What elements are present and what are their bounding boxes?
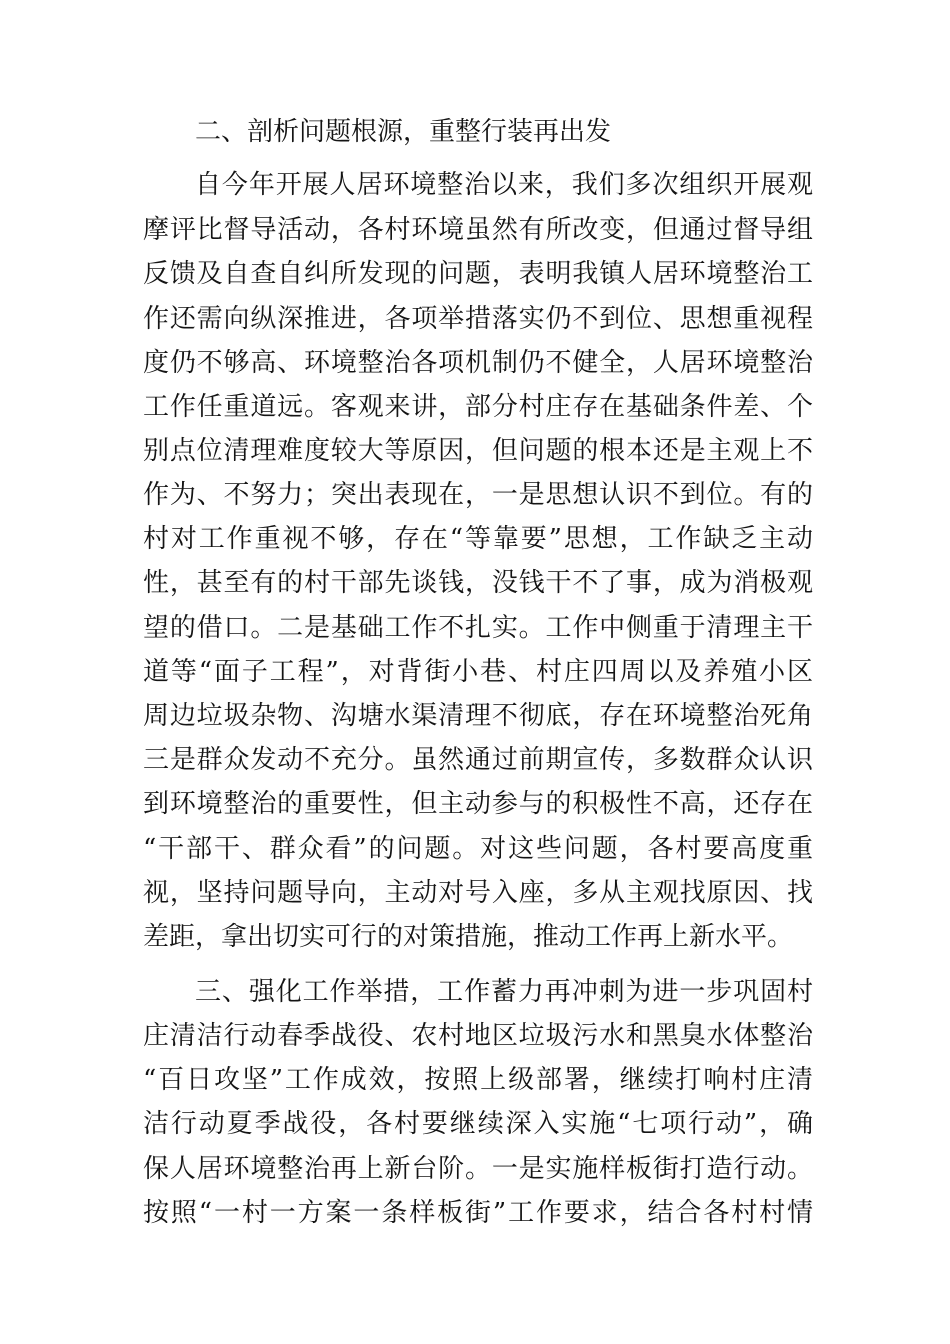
text-line: 摩评比督导活动，各村环境虽然有所改变，但通过督导组 (143, 215, 813, 245)
text-line: 道等“面子工程”，对背街小巷、村庄四周以及养殖小区 (143, 657, 813, 687)
text-line: 洁行动夏季战役，各村要继续深入实施“七项行动”，确 (143, 1109, 813, 1139)
text-line: 视，坚持问题导向，主动对号入座，多从主观找原因、找 (143, 878, 813, 908)
text-line: “百日攻坚”工作成效，按照上级部署，继续打响村庄清 (143, 1065, 813, 1095)
text-line: 三是群众发动不充分。虽然通过前期宣传，多数群众认识 (143, 745, 813, 775)
text-line: 庄清洁行动春季战役、农村地区垃圾污水和黑臭水体整治 (143, 1021, 813, 1051)
text-line: 村对工作重视不够，存在“等靠要”思想，工作缺乏主动 (143, 524, 813, 554)
text-line: 性，甚至有的村干部先谈钱，没钱干不了事，成为消极观 (143, 568, 813, 598)
text-line: “干部干、群众看”的问题。对这些问题，各村要高度重 (143, 834, 813, 864)
text-line: 作为、不努力；突出表现在，一是思想认识不到位。有的 (143, 480, 813, 510)
text-line: 按照“一村一方案一条样板街”工作要求，结合各村村情 (143, 1198, 813, 1228)
text-line: 自今年开展人居环境整治以来，我们多次组织开展观 (195, 170, 813, 200)
text-line: 周边垃圾杂物、沟塘水渠清理不彻底，存在环境整治死角 (143, 701, 813, 731)
text-line: 到环境整治的重要性，但主动参与的积极性不高，还存在 (143, 789, 813, 819)
text-line: 别点位清理难度较大等原因，但问题的根本还是主观上不 (143, 436, 813, 466)
text-line: 作还需向纵深推进，各项举措落实仍不到位、思想重视程 (143, 304, 813, 334)
section-heading-2: 二、剖析问题根源，重整行装再出发 (195, 117, 612, 147)
text-line: 反馈及自查自纠所发现的问题，表明我镇人居环境整治工 (143, 259, 813, 289)
text-line: 差距，拿出切实可行的对策措施，推动工作再上新水平。 (143, 922, 794, 952)
text-line: 工作任重道远。客观来讲，部分村庄存在基础条件差、个 (143, 392, 813, 422)
text-line: 三、强化工作举措，工作蓄力再冲刺为进一步巩固村 (195, 977, 813, 1007)
text-line: 度仍不够高、环境整治各项机制仍不健全，人居环境整治 (143, 348, 813, 378)
text-line: 保人居环境整治再上新台阶。一是实施样板街打造行动。 (143, 1154, 813, 1184)
text-line: 望的借口。二是基础工作不扎实。工作中侧重于清理主干 (143, 613, 813, 643)
